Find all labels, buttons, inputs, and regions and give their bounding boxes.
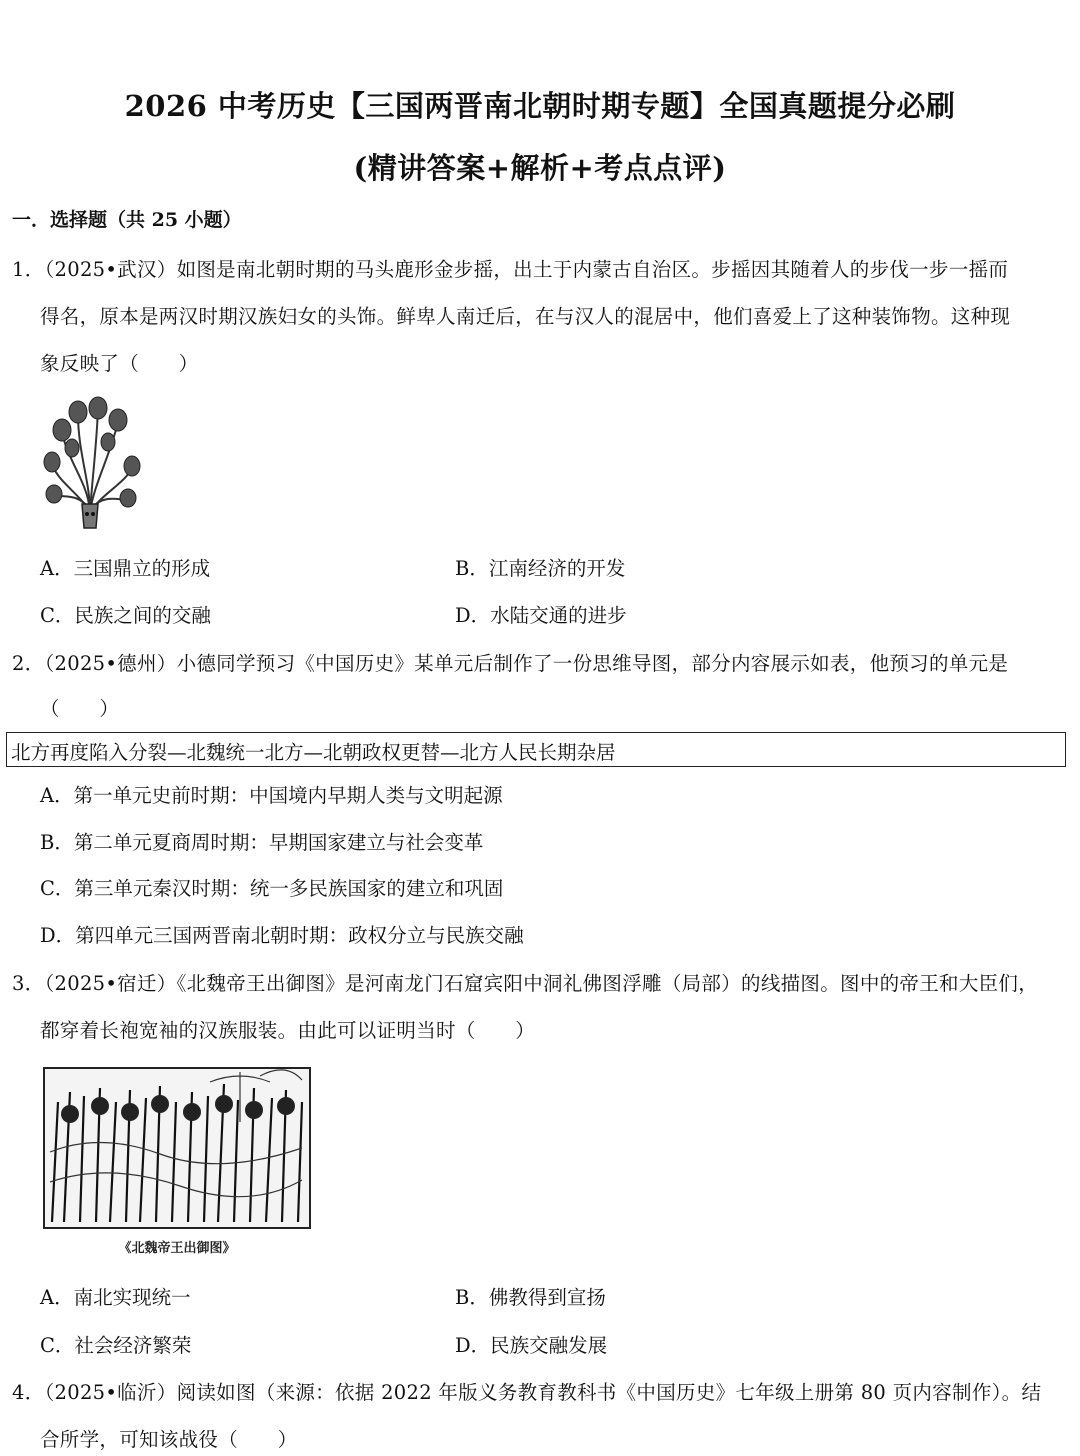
question-1-line-3: 象反映了（ ） — [40, 352, 199, 375]
document-subtitle: (精讲答案+解析+考点点评) — [353, 151, 727, 185]
question-1-option-c: C．民族之间的交融 — [40, 604, 211, 627]
question-1-line-1: 1．（2025•武汉）如图是南北朝时期的马头鹿形金步摇，出土于内蒙古自治区。步摇因其随着人的步伐一步一摇而 — [12, 258, 1009, 281]
question-2-option-a: A．第一单元史前时期：中国境内早期人类与文明起源 — [40, 784, 503, 807]
question-2-option-b: B．第二单元夏商周时期：早期国家建立与社会变革 — [40, 831, 484, 854]
question-3-option-d: D．民族交融发展 — [455, 1334, 608, 1357]
northern-wei-emperor-relief-image — [40, 1062, 314, 1262]
gold-buyao-headdress-image — [38, 392, 142, 532]
question-3-option-a: A．南北实现统一 — [40, 1286, 191, 1309]
question-3-option-c: C．社会经济繁荣 — [40, 1334, 192, 1357]
relief-caption: 《北魏帝王出御图》 — [118, 1241, 236, 1256]
question-4-line-1: 4．（2025•临沂）阅读如图（来源：依据 2022 年版义务教育教科书《中国历史》七年级上册第 80 页内容制作）。结 — [12, 1381, 1042, 1404]
question-1-option-b: B．江南经济的开发 — [455, 557, 626, 580]
question-2-line-2: （ ） — [40, 697, 120, 720]
question-3-line-1: 3．（2025•宿迁）《北魏帝王出御图》是河南龙门石窟宾阳中洞礼佛图浮雕（局部）的线描图。图中的帝王和大臣们， — [12, 972, 1039, 995]
question-1-line-2: 得名，原本是两汉时期汉族妇女的头饰。鲜卑人南迁后，在与汉人的混居中，他们喜爱上了这种装饰物。这种现 — [40, 305, 1011, 328]
question-2-option-c: C．第三单元秦汉时期：统一多民族国家的建立和巩固 — [40, 877, 504, 900]
mind-map-row: 北方再度陷入分裂—北魏统一北方—北朝政权更替—北方人民长期杂居 — [11, 741, 616, 764]
question-3-line-2: 都穿着长袍宽袖的汉族服装。由此可以证明当时（ ） — [40, 1019, 536, 1042]
question-2-option-d: D．第四单元三国两晋南北朝时期：政权分立与民族交融 — [40, 924, 524, 947]
question-3-option-b: B．佛教得到宣扬 — [455, 1286, 606, 1309]
question-2-line-1: 2．（2025•德州）小德同学预习《中国历史》某单元后制作了一份思维导图，部分内容展示如表，他预习的单元是 — [12, 652, 1009, 675]
question-1-option-d: D．水陆交通的进步 — [455, 604, 627, 627]
document-title: 2026 中考历史【三国两晋南北朝时期专题】全国真题提分必刷 — [124, 89, 956, 123]
question-4-line-2: 合所学，可知该战役（ ） — [40, 1428, 298, 1451]
section-heading: 一．选择题（共 25 小题） — [12, 209, 242, 231]
question-1-option-a: A．三国鼎立的形成 — [40, 557, 211, 580]
mind-map-table — [6, 732, 1066, 767]
